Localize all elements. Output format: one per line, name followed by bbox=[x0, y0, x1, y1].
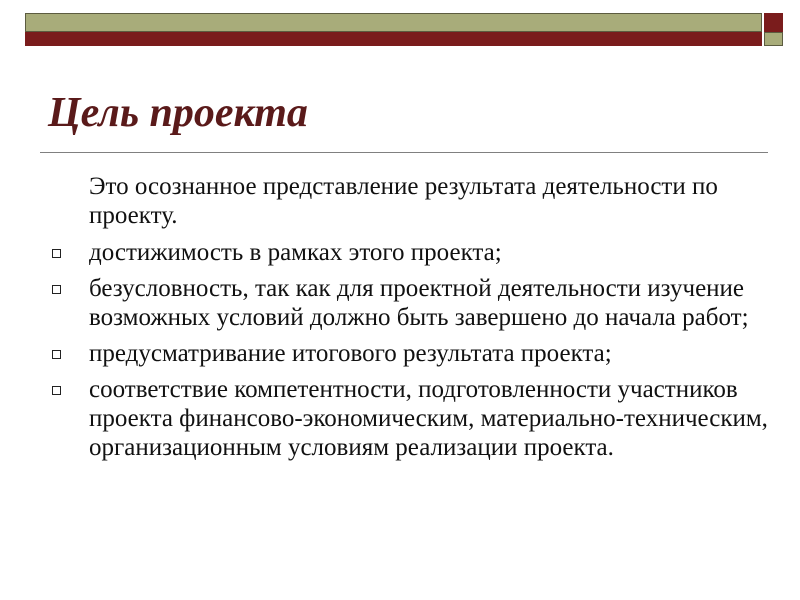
bullet-text: достижимость в рамках этого проекта; bbox=[89, 239, 502, 266]
title-divider bbox=[40, 152, 768, 153]
bullet-item bbox=[48, 238, 768, 267]
hollow-square-icon bbox=[52, 249, 61, 258]
bullet-list bbox=[48, 238, 768, 462]
bullet-text: соответствие компетентности, подготовленности участников проекта финансово-экономическим, материально-техническим, организационным условиям реализации проекта. bbox=[89, 376, 768, 461]
corner-square-maroon bbox=[764, 13, 783, 32]
slide-body bbox=[48, 172, 768, 469]
bullet-text: предусматривание итогового результата проекта; bbox=[89, 340, 612, 367]
header-bar-maroon bbox=[25, 32, 762, 46]
slide-title: Цель проекта bbox=[48, 90, 308, 136]
intro-text: Это осознанное представление результата деятельности по проекту. bbox=[89, 173, 718, 229]
hollow-square-icon bbox=[52, 386, 61, 395]
bullet-item bbox=[48, 375, 768, 462]
corner-square-olive bbox=[764, 32, 783, 46]
hollow-square-icon bbox=[52, 350, 61, 359]
bullet-item bbox=[48, 274, 768, 332]
header-bar-olive bbox=[25, 13, 762, 32]
bullet-item bbox=[48, 339, 768, 368]
hollow-square-icon bbox=[52, 285, 61, 294]
bullet-text: безусловность, так как для проектной деятельности изучение возможных условий должно быть завершено до начала работ; bbox=[89, 275, 749, 331]
